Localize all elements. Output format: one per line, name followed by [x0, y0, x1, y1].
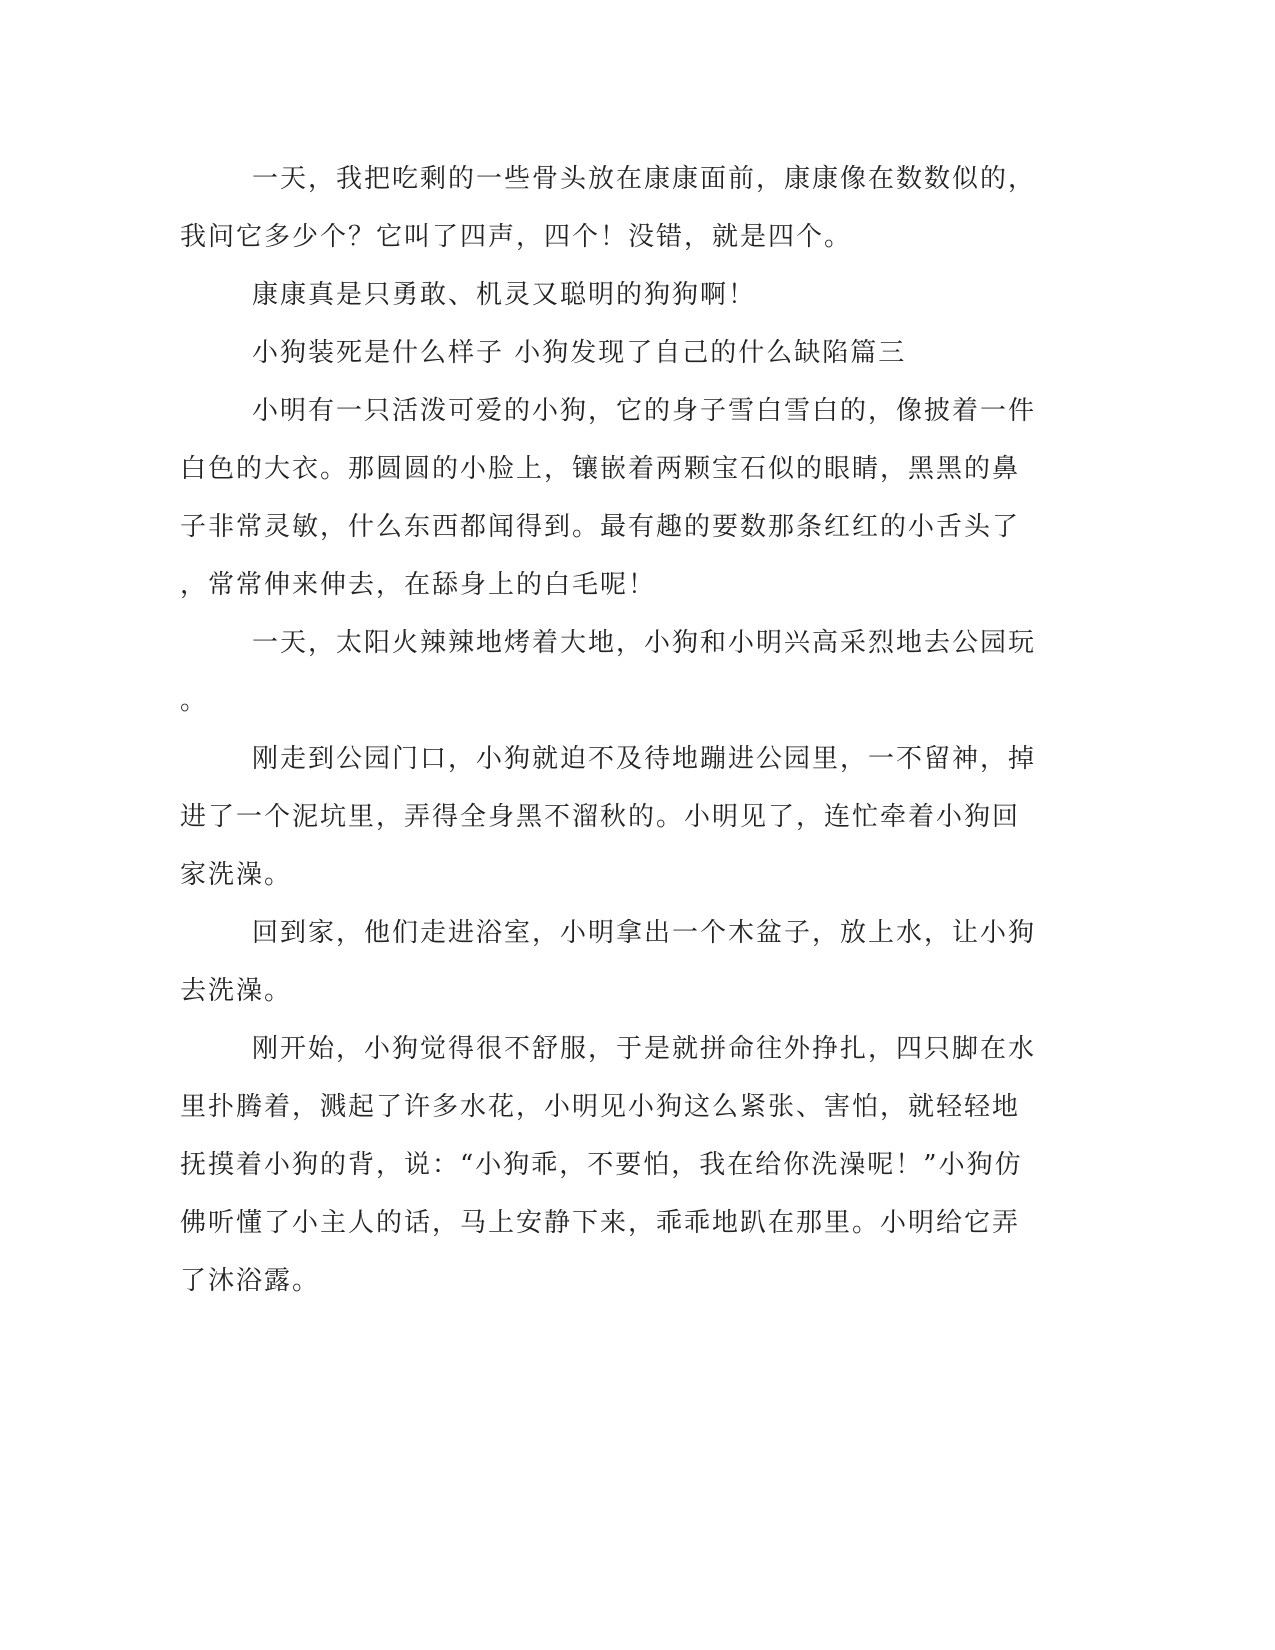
text-line: 我问它多少个？它叫了四声，四个！没错，就是四个。 [180, 222, 853, 252]
text-line: 一天，太阳火辣辣地烤着大地，小狗和小明兴高采烈地去公园玩 [252, 628, 1037, 658]
text-line: 里扑腾着，溅起了许多水花，小明见小狗这么紧张、害怕，就轻轻地 [180, 1092, 1021, 1122]
text-line: 子非常灵敏，什么东西都闻得到。最有趣的要数那条红红的小舌头了 [180, 512, 1021, 542]
text-line: 刚开始，小狗觉得很不舒服，于是就拼命往外挣扎，四只脚在水 [252, 1034, 1037, 1064]
text-line: 去洗澡。 [180, 976, 293, 1006]
document-body [180, 150, 1037, 1310]
section-heading: 小狗装死是什么样子 小狗发现了自己的什么缺陷篇三 [252, 338, 907, 368]
text-line: 一天，我把吃剩的一些骨头放在康康面前，康康像在数数似的， [252, 164, 1037, 194]
text-line: 回到家，他们走进浴室，小明拿出一个木盆子，放上水，让小狗 [252, 918, 1037, 948]
text-line: 佛听懂了小主人的话，马上安静下来，乖乖地趴在那里。小明给它弄 [180, 1208, 1021, 1238]
text-line: 进了一个泥坑里，弄得全身黑不溜秋的。小明见了，连忙牵着小狗回 [180, 802, 1021, 832]
text-line: 。 [180, 686, 209, 716]
text-line: 了沐浴露。 [180, 1266, 321, 1296]
text-line: 家洗澡。 [180, 860, 293, 890]
text-line: 刚走到公园门口，小狗就迫不及待地蹦进公园里，一不留神，掉 [252, 744, 1037, 774]
text-line: 康康真是只勇敢、机灵又聪明的狗狗啊！ [252, 280, 757, 310]
text-line: ，常常伸来伸去，在舔身上的白毛呢！ [180, 570, 657, 600]
text-line: 白色的大衣。那圆圆的小脸上，镶嵌着两颗宝石似的眼睛，黑黑的鼻 [180, 454, 1021, 484]
text-line: 抚摸着小狗的背，说：“小狗乖，不要怕，我在给你洗澡呢！”小狗仿 [180, 1150, 1023, 1180]
text-line: 小明有一只活泼可爱的小狗，它的身子雪白雪白的，像披着一件 [252, 396, 1037, 426]
